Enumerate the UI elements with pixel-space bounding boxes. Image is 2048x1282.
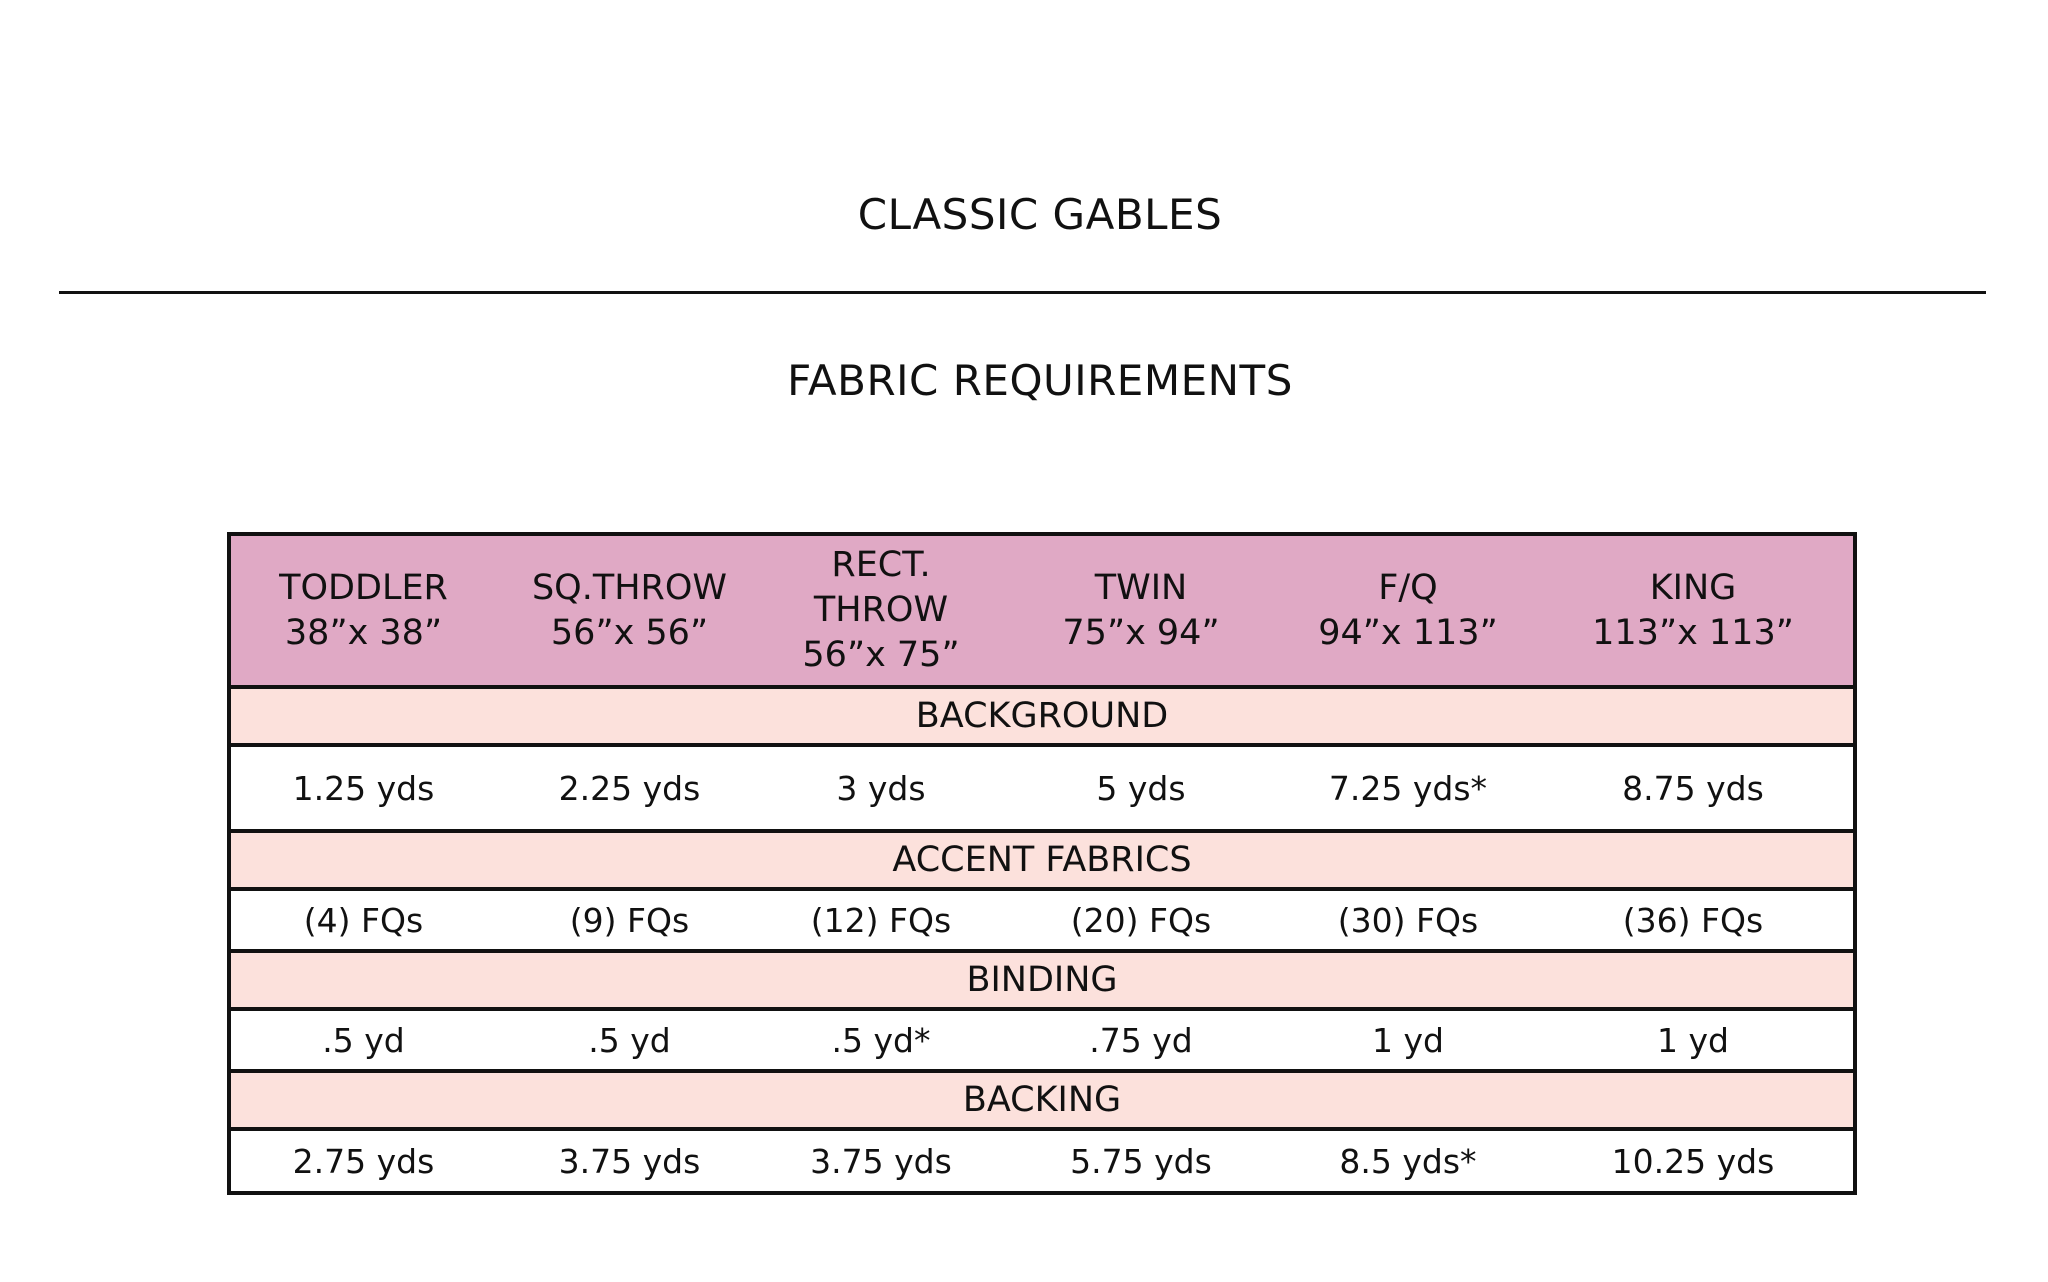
table-cell: 8.5 yds* (1339, 1141, 1477, 1181)
table-cell: 1.25 yds (292, 768, 435, 808)
header-fq (1283, 536, 1533, 685)
table-cell: 3.75 yds (558, 1141, 701, 1181)
table-cell: .75 yd (1089, 1020, 1193, 1060)
header-name: TODDLER (279, 567, 448, 608)
header-king (1533, 536, 1853, 685)
header-size: 56”x 56” (550, 612, 709, 653)
header-size: 75”x 94” (1062, 612, 1220, 653)
header-name: F/Q (1378, 567, 1438, 608)
table-cell: (36) FQs (1622, 900, 1764, 940)
section-title: FABRIC REQUIREMENTS (787, 356, 1293, 405)
table-cell: 3 yds (836, 768, 926, 808)
section-label: BACKING (962, 1080, 1122, 1120)
section-accent-fabrics (231, 833, 1853, 891)
table-row-accent-fabrics (231, 891, 1853, 953)
section-backing (231, 1073, 1853, 1131)
header-name: SQ.THROW (531, 567, 728, 608)
table-cell: 10.25 yds (1611, 1141, 1775, 1181)
table-cell: (30) FQs (1337, 900, 1479, 940)
table-cell: 2.25 yds (558, 768, 701, 808)
fabric-requirements-table (227, 532, 1857, 1195)
section-background (231, 689, 1853, 747)
table-cell: (20) FQs (1070, 900, 1212, 940)
table-cell: 8.75 yds (1622, 768, 1764, 808)
table-cell: 3.75 yds (810, 1141, 952, 1181)
table-cell: 5 yds (1096, 768, 1186, 808)
header-toddler (231, 536, 496, 685)
table-cell: .5 yd (588, 1020, 671, 1060)
header-size: 94”x 113” (1318, 612, 1498, 653)
table-header-row (231, 536, 1853, 689)
header-twin (999, 536, 1283, 685)
header-rect-throw (763, 536, 999, 685)
section-label: BINDING (966, 960, 1118, 1000)
table-cell: (4) FQs (303, 900, 424, 940)
table-cell: .5 yd* (831, 1020, 931, 1060)
title-divider (59, 291, 1986, 294)
header-size: 56”x 75” (802, 635, 960, 675)
section-label: BACKGROUND (915, 696, 1169, 736)
table-cell: 1 yd (1372, 1020, 1444, 1060)
table-cell: 7.25 yds* (1328, 768, 1488, 808)
table-cell: 5.75 yds (1070, 1141, 1212, 1181)
table-cell: (12) FQs (810, 900, 952, 940)
table-row-background (231, 747, 1853, 833)
header-sq-throw (496, 536, 763, 685)
table-cell: 1 yd (1657, 1020, 1729, 1060)
section-label: ACCENT FABRICS (892, 840, 1192, 880)
section-binding (231, 953, 1853, 1011)
header-name-line-1: RECT. (831, 545, 931, 585)
table-row-backing (231, 1131, 1853, 1191)
header-name: KING (1649, 567, 1737, 608)
header-size: 38”x 38” (284, 612, 443, 653)
header-size: 113”x 113” (1592, 612, 1794, 653)
table-cell: 2.75 yds (292, 1141, 435, 1181)
table-cell: (9) FQs (569, 900, 690, 940)
header-name-line-2: THROW (813, 590, 949, 630)
page-title: CLASSIC GABLES (857, 190, 1223, 239)
header-name: TWIN (1094, 567, 1188, 608)
table-row-binding (231, 1011, 1853, 1073)
table-cell: .5 yd (322, 1020, 405, 1060)
